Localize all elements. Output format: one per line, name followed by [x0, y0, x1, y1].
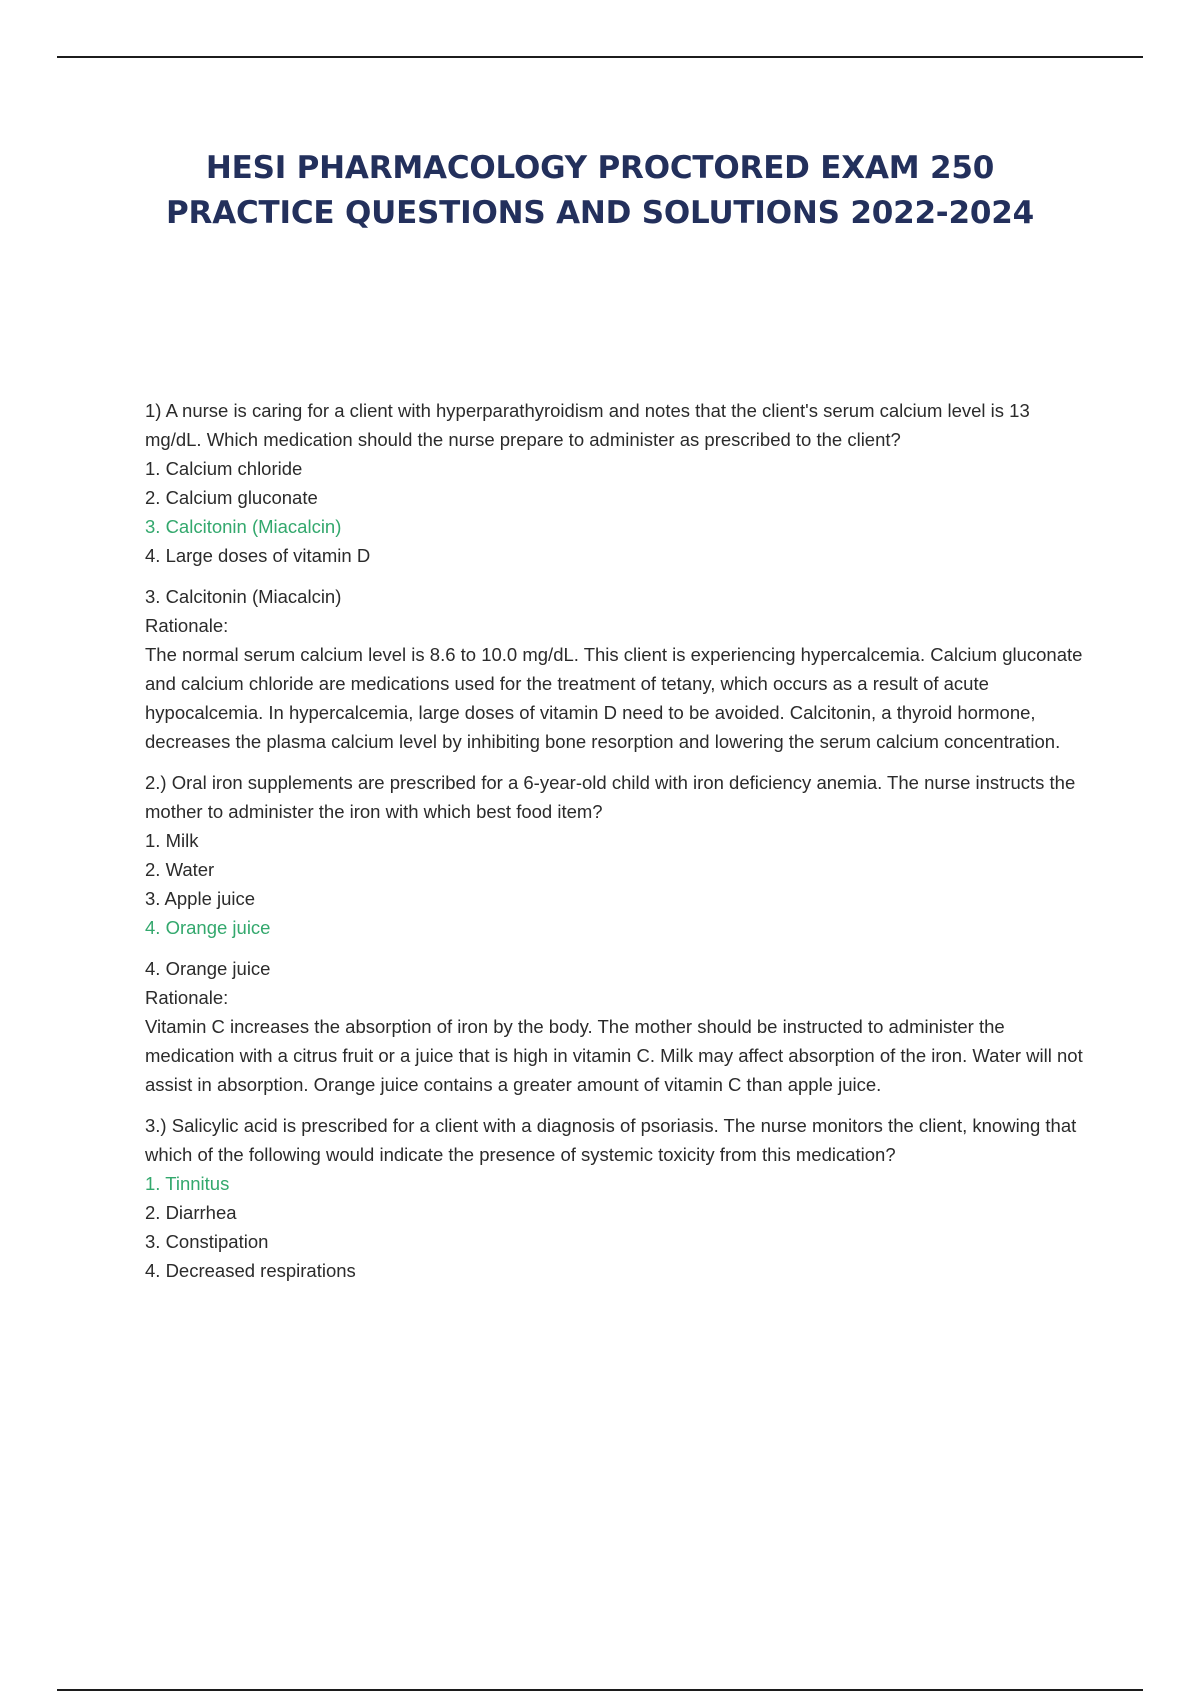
correct-option: 3. Calcitonin (Miacalcin) [145, 516, 342, 537]
option: 1. Milk [145, 830, 199, 851]
correct-option: 1. Tinnitus [145, 1173, 230, 1194]
option: 1. Calcium chloride [145, 458, 303, 479]
rationale-label: Rationale: [145, 615, 229, 636]
answer-text: 3. Calcitonin (Miacalcin) [145, 586, 342, 607]
question-text: 2.) Oral iron supplements are prescribed for a 6-year-old child with iron deficiency anemia. The nurse instructs the mother to administer the iron with which best food item? [145, 772, 1076, 822]
document-title: HESI PHARMACOLOGY PROCTORED EXAM 250 PRACTICE QUESTIONS AND SOLUTIONS 2022-2024 [166, 150, 1034, 231]
option: 3. Constipation [145, 1231, 269, 1252]
bottom-rule [57, 1689, 1143, 1691]
document-body [145, 396, 1085, 1297]
option: 2. Diarrhea [145, 1202, 237, 1223]
answer-options [145, 454, 1085, 570]
option: 2. Calcium gluconate [145, 487, 318, 508]
option: 2. Water [145, 859, 215, 880]
question-3 [145, 1111, 1085, 1285]
question-2 [145, 768, 1085, 942]
question-text: 1) A nurse is caring for a client with hyperparathyroidism and notes that the client's serum calcium level is 13 mg/dL. Which medication should the nurse prepare to administer as prescribed to the client? [145, 400, 1030, 450]
top-rule [57, 56, 1143, 58]
answer-1 [145, 582, 1085, 756]
answer-options [145, 826, 1085, 942]
rationale-text: Vitamin C increases the absorption of iron by the body. The mother should be instructed to administer the medication with a citrus fruit or a juice that is high in vitamin C. Milk may affect absorption of the iron. Water will not assist in absorption. Orange juice contains a greater amount of vitamin C than apple juice. [145, 1016, 1083, 1095]
rationale-text: The normal serum calcium level is 8.6 to 10.0 mg/dL. This client is experiencing hypercalcemia. Calcium gluconate and calcium chloride are medications used for the treatment of tetany, which occurs as a result of acute hypocalcemia. In hypercalcemia, large doses of vitamin D need to be avoided. Calcitonin, a thyroid hormone, decreases the plasma calcium level by inhibiting bone resorption and lowering the serum calcium concentration. [145, 644, 1083, 752]
answer-options [145, 1169, 1085, 1285]
question-1 [145, 396, 1085, 570]
option: 4. Large doses of vitamin D [145, 545, 371, 566]
answer-text: 4. Orange juice [145, 958, 271, 979]
question-text: 3.) Salicylic acid is prescribed for a client with a diagnosis of psoriasis. The nurse monitors the client, knowing that which of the following would indicate the presence of systemic toxicity from this medication? [145, 1115, 1077, 1165]
rationale-label: Rationale: [145, 987, 229, 1008]
correct-option: 4. Orange juice [145, 917, 271, 938]
option: 3. Apple juice [145, 888, 256, 909]
answer-2 [145, 954, 1085, 1099]
option: 4. Decreased respirations [145, 1260, 356, 1281]
